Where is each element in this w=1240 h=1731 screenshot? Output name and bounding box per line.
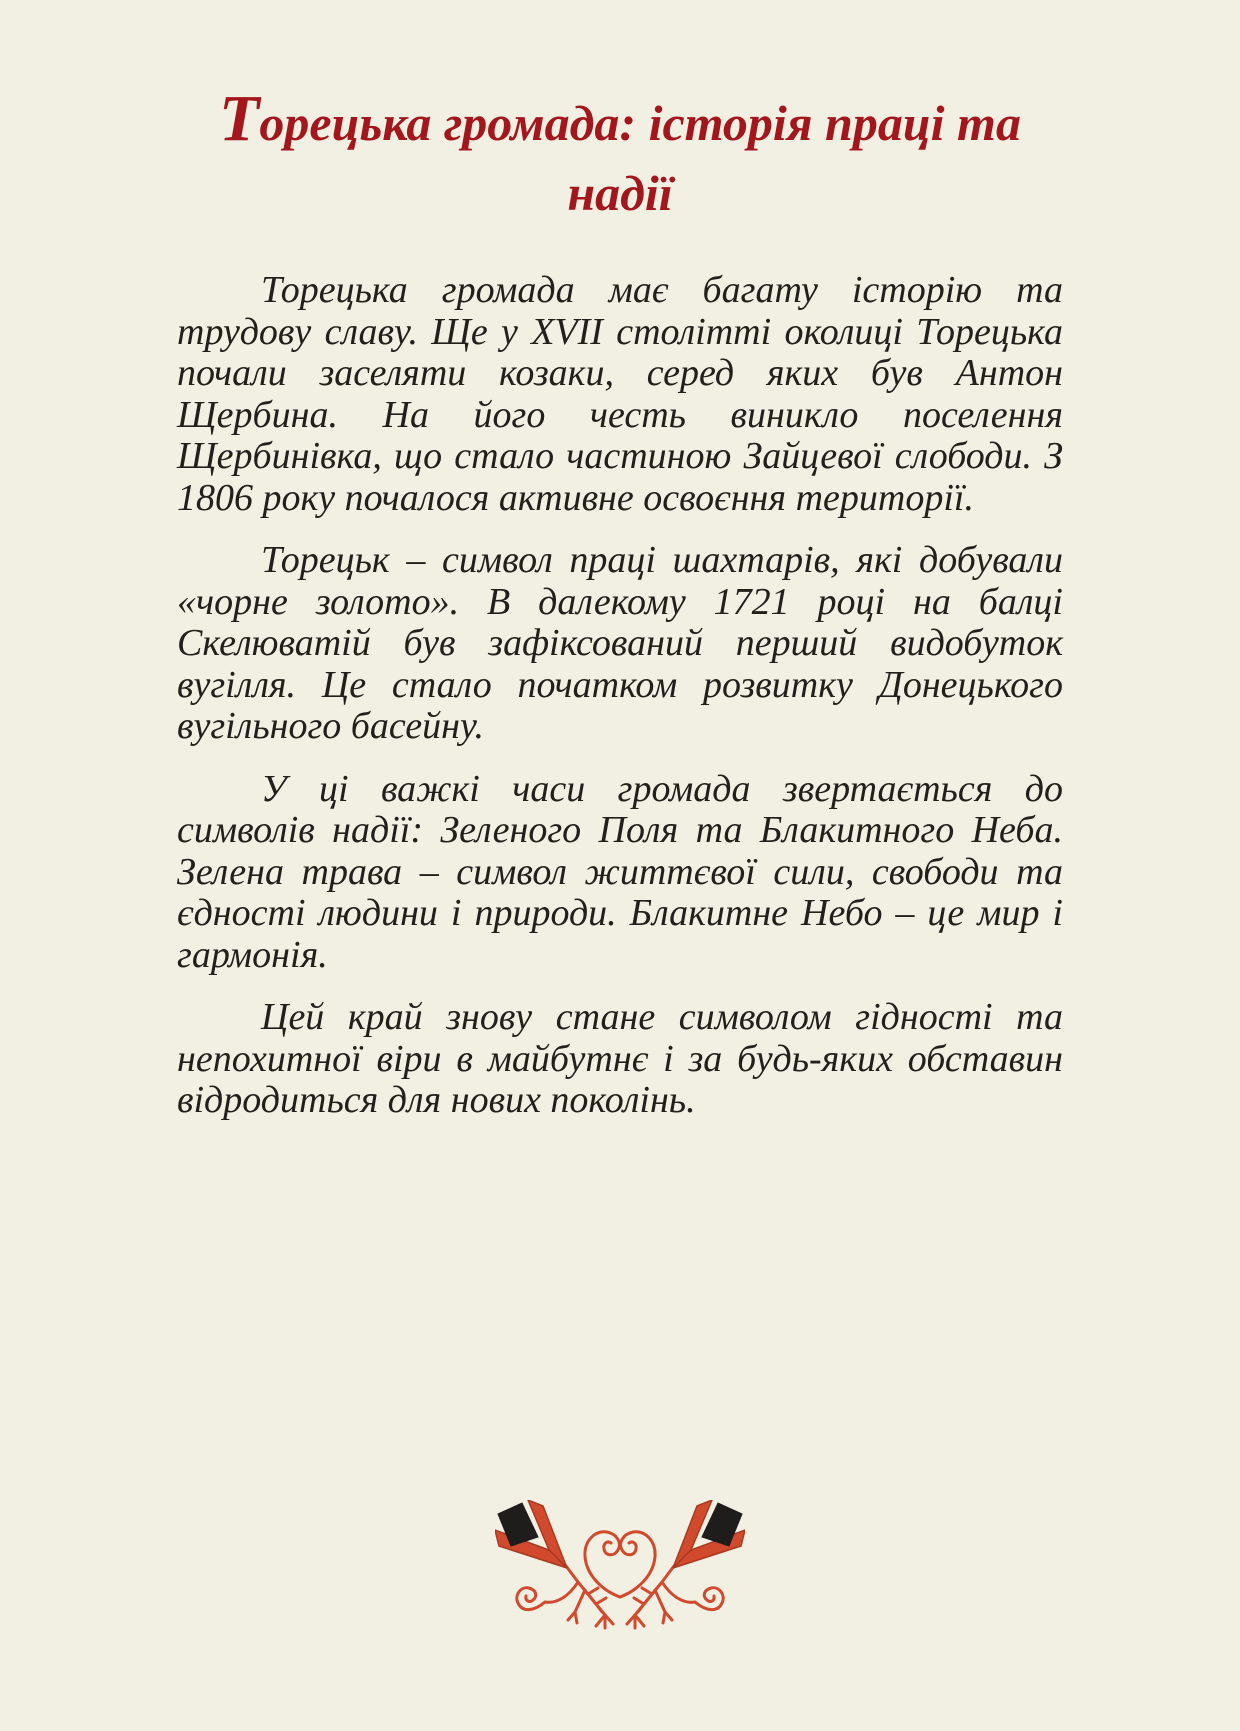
- folk-ornament-icon: [495, 1500, 745, 1640]
- document-body: [177, 270, 1063, 1122]
- ornament-left-wing: [495, 1500, 567, 1568]
- ornament-left-half: [495, 1500, 613, 1628]
- ornament-right-half: [627, 1500, 745, 1628]
- paragraph: У ці важкі часи громада звертається до символів надії: Зеленого Поля та Блакитного Неба. Зелена трава – символ життєвої сили, свободи та єдності людини і природи. Блакитне Небо – це мир і гармонія.: [177, 767, 1063, 976]
- title-line-2: надії: [567, 165, 673, 221]
- paragraph: Цей край знову стане символом гідності та непохитної віри в майбутнє і за будь-яких обставин відродиться для нових поколінь.: [177, 996, 1063, 1121]
- page-title: [120, 82, 1120, 228]
- paragraph: Торецьк – символ праці шахтарів, які добували «чорне золото». В далекому 1721 році на балці Скелюватій був зафіксований перший видобуток вугілля. Це стало початком розвитку Донецького вугільного басейну.: [177, 539, 1063, 747]
- ornament-right-wing: [673, 1500, 745, 1568]
- title-line-1: Торецька громада: історія праці та: [219, 82, 1021, 155]
- paragraph: Торецька громада має багату історію та трудову славу. Ще у XVII столітті околиці Торецька почали заселяти козаки, серед яких був Антон Щербина. На його честь виникло поселення Щербинівка, що стало частиною Зайцевої слободи. З 1806 року почалося активне освоєння території.: [177, 269, 1063, 519]
- ornament-heart: [585, 1532, 655, 1597]
